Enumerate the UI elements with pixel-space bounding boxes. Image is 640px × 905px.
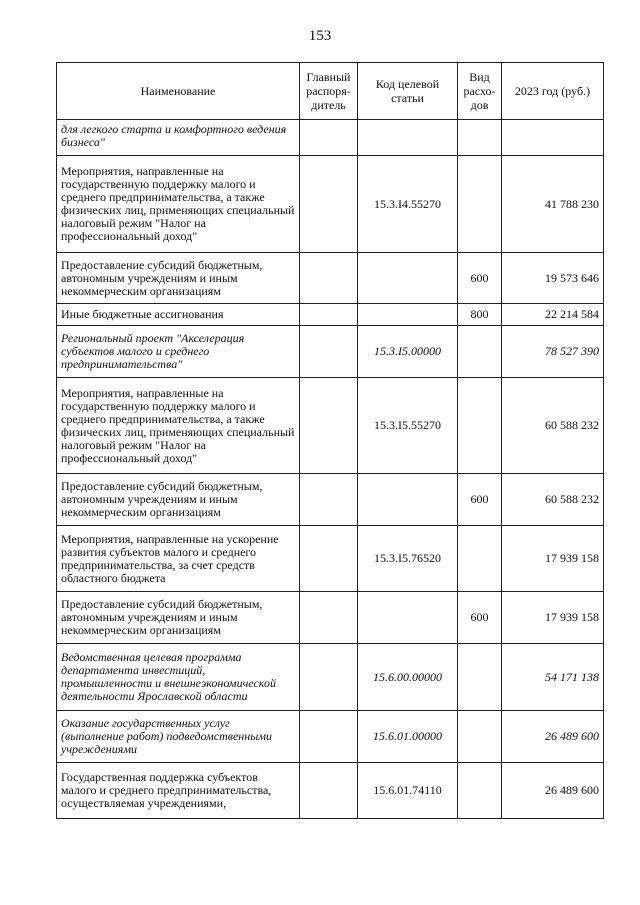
row-code-cell: 15.3.I5.55270 (358, 378, 458, 474)
row-code-cell (358, 592, 458, 644)
table-row (57, 156, 604, 253)
table-row (57, 644, 604, 711)
table-body (57, 120, 604, 819)
row-code-cell: 15.3.I5.76520 (358, 526, 458, 592)
row-name-cell: Ведомственная целевая программа департамента инвестиций, промышленности и внешнеэкономической деятельности Ярославской области (57, 644, 300, 711)
header-amount: 2023 год (руб.) (502, 63, 604, 120)
row-amount-cell: 41 788 230 (502, 156, 604, 253)
row-type-cell: 800 (458, 304, 502, 326)
row-manager-cell (300, 474, 358, 526)
row-amount-cell (502, 120, 604, 156)
header-manager: Главный распоря-дитель (300, 63, 358, 120)
table-row (57, 763, 604, 819)
table-row (57, 592, 604, 644)
row-manager-cell (300, 378, 358, 474)
row-code-cell (358, 304, 458, 326)
row-manager-cell (300, 253, 358, 304)
row-manager-cell (300, 304, 358, 326)
row-code-cell (358, 120, 458, 156)
row-amount-cell: 60 588 232 (502, 474, 604, 526)
row-manager-cell (300, 592, 358, 644)
row-code-cell: 15.6.00.00000 (358, 644, 458, 711)
row-type-cell: 600 (458, 253, 502, 304)
row-name-cell: Мероприятия, направленные на ускорение развития субъектов малого и среднего предпринимательства, за счет средств областного бюджета (57, 526, 300, 592)
table-row (57, 474, 604, 526)
row-name-cell: Государственная поддержка субъектов малого и среднего предпринимательства, осуществляемая учреждениями, (57, 763, 300, 819)
header-type: Вид расхо-дов (458, 63, 502, 120)
row-amount-cell: 60 588 232 (502, 378, 604, 474)
row-code-cell: 15.6.01.74110 (358, 763, 458, 819)
table-row (57, 526, 604, 592)
row-name-cell: для легкого старта и комфортного ведения бизнеса" (57, 120, 300, 156)
table-header (57, 63, 604, 120)
row-manager-cell (300, 711, 358, 763)
row-type-cell (458, 156, 502, 253)
row-amount-cell: 78 527 390 (502, 326, 604, 378)
row-manager-cell (300, 326, 358, 378)
row-name-cell: Региональный проект "Акселерация субъектов малого и среднего предпринимательства" (57, 326, 300, 378)
row-type-cell (458, 378, 502, 474)
row-amount-cell: 26 489 600 (502, 763, 604, 819)
table-row (57, 120, 604, 156)
table-row (57, 378, 604, 474)
header-code: Код целевой статьи (358, 63, 458, 120)
row-type-cell (458, 763, 502, 819)
row-amount-cell: 54 171 138 (502, 644, 604, 711)
row-code-cell: 15.6.01.00000 (358, 711, 458, 763)
row-code-cell (358, 253, 458, 304)
budget-table (56, 62, 604, 819)
row-name-cell: Оказание государственных услуг (выполнение работ) подведомственными учреждениями (57, 711, 300, 763)
row-name-cell: Предоставление субсидий бюджетным, автономным учреждениям и иным некоммерческим организациям (57, 474, 300, 526)
row-type-cell (458, 711, 502, 763)
row-manager-cell (300, 120, 358, 156)
row-name-cell: Мероприятия, направленные на государственную поддержку малого и среднего предпринимательства, а также физических лиц, применяющих специальный налоговый режим "Налог на профессиональный доход" (57, 378, 300, 474)
table-row (57, 711, 604, 763)
row-code-cell: 15.3.I5.00000 (358, 326, 458, 378)
row-type-cell (458, 644, 502, 711)
table-row (57, 304, 604, 326)
row-name-cell: Предоставление субсидий бюджетным, автономным учреждениям и иным некоммерческим организациям (57, 592, 300, 644)
table-row (57, 326, 604, 378)
header-name: Наименование (57, 63, 300, 120)
row-type-cell: 600 (458, 474, 502, 526)
row-name-cell: Предоставление субсидий бюджетным, автономным учреждениям и иным некоммерческим организациям (57, 253, 300, 304)
row-name-cell: Мероприятия, направленные на государственную поддержку малого и среднего предпринимательства, а также физических лиц, применяющих специальный налоговый режим "Налог на профессиональный доход" (57, 156, 300, 253)
row-type-cell (458, 326, 502, 378)
row-amount-cell: 17 939 158 (502, 592, 604, 644)
row-code-cell: 15.3.I4.55270 (358, 156, 458, 253)
row-name-cell: Иные бюджетные ассигнования (57, 304, 300, 326)
row-type-cell: 600 (458, 592, 502, 644)
row-amount-cell: 26 489 600 (502, 711, 604, 763)
row-amount-cell: 17 939 158 (502, 526, 604, 592)
row-type-cell (458, 120, 502, 156)
page-number: 153 (308, 28, 332, 44)
row-manager-cell (300, 644, 358, 711)
row-manager-cell (300, 156, 358, 253)
row-code-cell (358, 474, 458, 526)
row-amount-cell: 22 214 584 (502, 304, 604, 326)
row-manager-cell (300, 526, 358, 592)
row-manager-cell (300, 763, 358, 819)
table-row (57, 253, 604, 304)
row-type-cell (458, 526, 502, 592)
row-amount-cell: 19 573 646 (502, 253, 604, 304)
